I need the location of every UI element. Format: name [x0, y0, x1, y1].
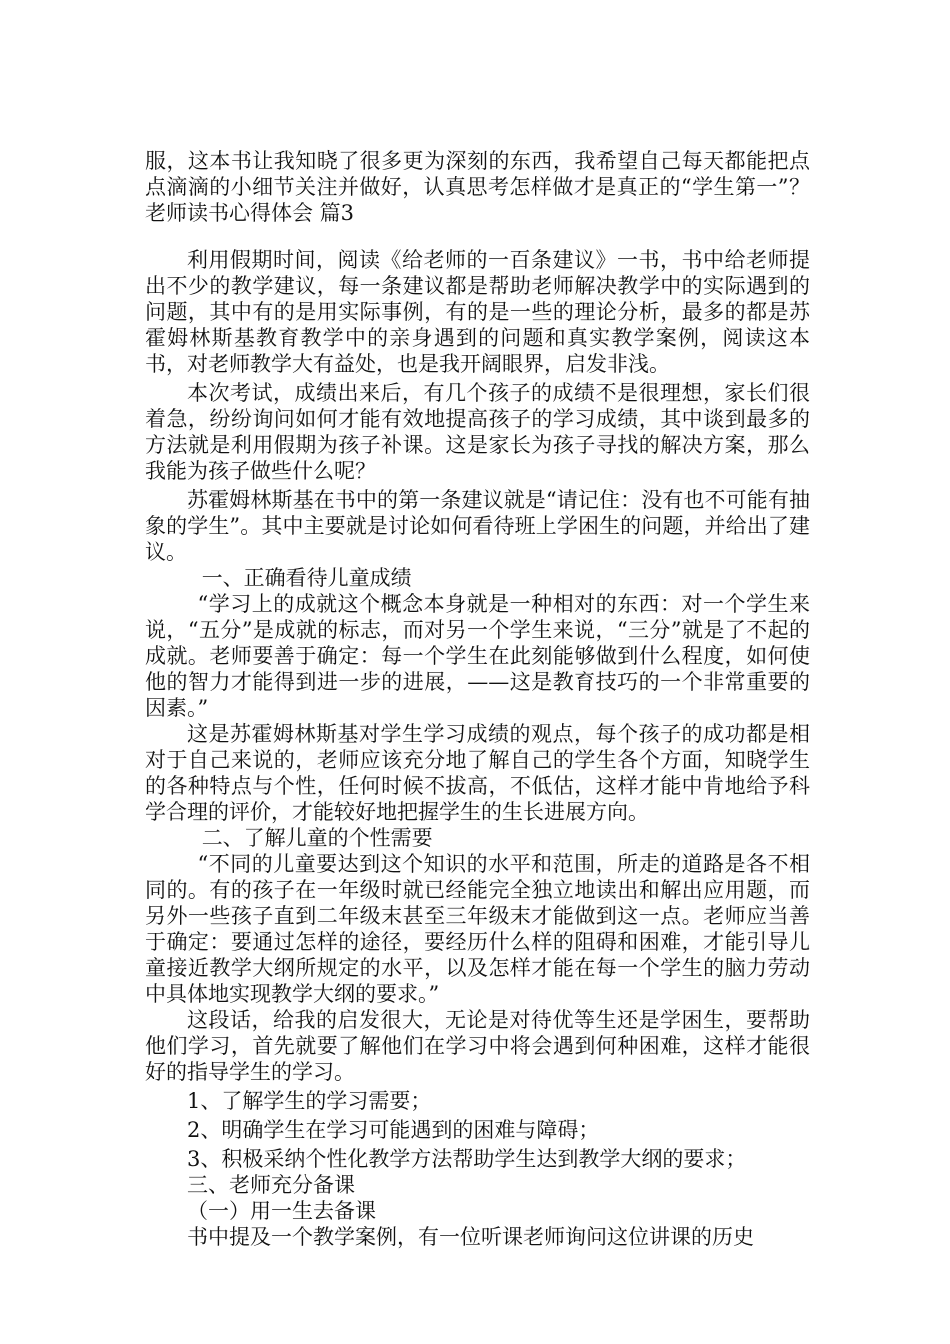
heading-three: 三、老师充分备课 [187, 1173, 355, 1197]
heading-two: 二、了解儿童的个性需要 [201, 826, 433, 850]
paragraph-first-advice: 苏霍姆林斯基在书中的第一条建议就是“请记住：没有也不可能有抽象的学生”。其中主要就是讨论如何看待班上学困生的问题，并给出了建议。 [145, 488, 810, 564]
list-item-3: 3、积极采纳个性化教学方法帮助学生达到教学大纲的要求； [187, 1147, 747, 1171]
quote-one: “学习上的成就这个概念本身就是一种相对的东西：对一个学生来说，“五分”是成就的标志，而对另一个学生来说，“三分”就是了不起的成就。老师要善于确定：每一个学生在此刻能够做到什么程度，如何使他的智力才能得到进一步的进展，——这是教育技巧的一个非常重要的因素。” [145, 592, 810, 720]
paragraph-inspiration: 这段话，给我的启发很大，无论是对待优等生还是学困生，要帮助他们学习，首先就要了解他们在学习中将会遇到何种困难，这样才能很好的指导学生的学习。 [145, 1008, 810, 1084]
paragraph-case: 书中提及一个教学案例，有一位听课老师询问这位讲课的历史 [187, 1225, 754, 1249]
paragraph-intro: 利用假期时间，阅读《给老师的一百条建议》一书，书中给老师提出不少的教学建议，每一条建议都是帮助老师解决教学中的实际遇到的问题，其中有的是用实际事例，有的是一些的理论分析，最多的都是苏霍姆林斯基教育教学中的亲身遇到的问题和真实教学案例，阅读这本书，对老师教学大有益处，也是我开阔眼界，启发非浅。 [145, 248, 810, 376]
list-item-1: 1、了解学生的学习需要； [187, 1089, 432, 1113]
paragraph-exam: 本次考试，成绩出来后，有几个孩子的成绩不是很理想，家长们很着急，纷纷询问如何才能有效地提高孩子的学习成绩，其中谈到最多的方法就是利用假期为孩子补课。这是家长为孩子寻找的解决方案，那么我能为孩子做些什么呢？ [145, 381, 810, 483]
quote-two: “不同的儿童要达到这个知识的水平和范围，所走的道路是各不相同的。有的孩子在一年级时就已经能完全独立地读出和解出应用题，而另外一些孩子直到二年级末甚至三年级末才能做到这一点。老师应当善于确定：要通过怎样的途径，要经历什么样的阻碍和困难，才能引导儿童接近教学大纲所规定的水平，以及怎样才能在每一个学生的脑力劳动中具体地实现教学大纲的要求。” [145, 852, 810, 1006]
paragraph-viewpoint: 这是苏霍姆林斯基对学生学习成绩的观点，每个孩子的成功都是相对于自己来说的，老师应该充分地了解自己的学生各个方面，知晓学生的各种特点与个性，任何时候不拔高，不低估，这样才能中肯地给予科学合理的评价，才能较好地把握学生的生长进展方向。 [145, 722, 810, 824]
top-paragraph: 服，这本书让我知晓了很多更为深刻的东西，我希望自己每天都能把点点滴滴的小细节关注并做好，认真思考怎样做才是真正的“学生第一”？老师读书心得体会 篇3 [145, 149, 810, 225]
section-3-body [145, 247, 810, 1250]
list-item-2: 2、明确学生在学习可能遇到的困难与障碍； [187, 1118, 600, 1142]
subheading-one: （一）用一生去备课 [187, 1199, 376, 1223]
previous-section-ending [145, 148, 810, 226]
heading-one: 一、正确看待儿童成绩 [201, 566, 412, 590]
